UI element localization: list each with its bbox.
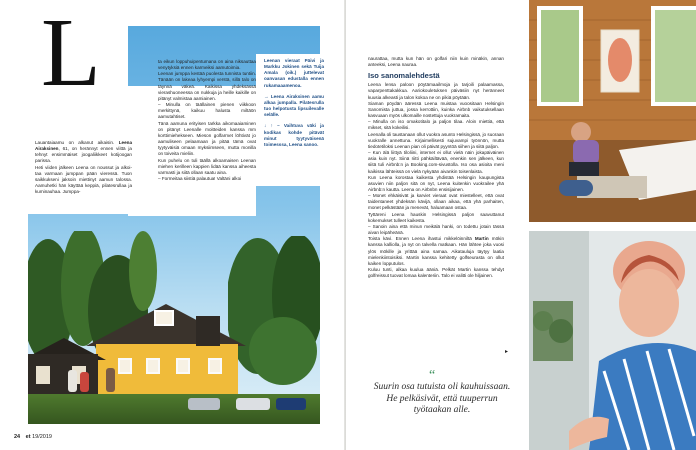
- paragraph: Leenan jumppa kestää puolesta tunnista tuntiin. Tänään on lakeaa lyhyempi verstä, sillä talo on täynnä väkeä. Kaikissa yhdeksässä vierashuoneessa on nukkuja ja heille kaikille on pitänyt valmistaa aamiainen.: [158, 71, 256, 101]
- paragraph: – Sanoin aina että minun meikälä hanki, on todettu jotain tässä aivan leipäheänä.: [368, 223, 504, 236]
- right-body-column: [368, 56, 504, 279]
- intro-paragraph-2: Heti viiden jälkeen Leena on noussut ja alkoitaa varmaan jumppan pään vieressä. Tuon saikkukseni jaksoin miettinyt aamun talossa. Aamuhetki hän käyttää keppiä, pilatesrullaa ja kuminauhaa. Jumppa-: [35, 164, 132, 195]
- paragraph: Kun Leena korostaa kaikesta yhdistää Helsingin kaupungista asuvien niin paljon sitä on nyt, Leena kuitenkin vuokrailee yhä Airbnb:n kautta. Leena on Airbnbn ensisijainen.: [368, 174, 504, 192]
- issue-number: 19/2019: [32, 434, 52, 440]
- paragraph: naurattaa, mutta kun hän on golfari niin kuin minäkin, annan anteeksi, Leena nauraa.: [368, 56, 504, 68]
- person-name-martti: Martin: [474, 236, 489, 242]
- paragraph: Leenalla oli taustanaan ollut vuokra asunto Helsingissä, jo suoraan vuokralle annettuna. Kirjaimellisesti sujuvampi työnnön, mutta tiedotetiloksi Leenan pian oli päivät pyyntöä siihen ja siitä paljon.: [368, 131, 504, 149]
- caption-1: Leenan vieraat Päivi ja Markku Jokinen sekä Tuija Amala (oik.) juttelevat oanvasan edustalla ennen rukamaaamenoa.: [264, 58, 324, 88]
- paragraph: ta eikun loppuhuipentumana on aina niksauttaa venytyksiä ennen karmeiksi aamutoimia.: [158, 59, 256, 71]
- continue-arrow: ▸: [505, 349, 509, 355]
- pull-quote: Suurin osa tutuista oli kauhuissaan. He pelkäsivät, että tuuperrun työtaakan alle.: [373, 382, 511, 415]
- paragraph: Tänä aamuna erityisen tarkka aikomaaiaminen on pitänyt Leenalle moitteiden kanssa mm korttimiehekseen. Mieson golfarmet löhtivät jo aamuliseen pelaamaan ja pitää tämä ovat tyytyväisiä omaan myksiimseen, mutta monilla on toiveita mieliin.: [158, 120, 256, 157]
- person-3: [106, 368, 115, 392]
- page-folio: [14, 434, 52, 440]
- portrait-photo: [529, 231, 696, 450]
- paragraph: Kun puhelu on tuli täällä alkoamaisen Leenan miehen kerilleen kappien lidää kanssa aiheesta varmasti ja siitä ollaan saatu aina.: [158, 157, 256, 175]
- paragraph: Toista kävi. Ennen Leena ihastui mikkelöinniltä Martin mökin kanssa kalliolla, ja nyt on talvella matkaan. Hän lähtee joka vuosi ylös mökille ja yrittää aina samaa. Aikatauluja täytyy laatia mielenkiintoisiksi. Martin kanssa kehitetty golfseurasta on ollut kaiken lopputulos.: [368, 236, 504, 266]
- intro-column: [35, 140, 132, 195]
- paragraph: Leena lensa paloon pöytämaailmoja ja tarjoili palaamassa, vaparpenttakakkua. Aariokouletuksen päiväsiin nyt heränneet kuusia alkeasti ja talon kokoa ne on pikiä pöytään.: [368, 82, 504, 100]
- paragraph: – Monet ehkäisivät ja karviet vieraat ovat miestelleet, että ovat taidentaneet yhdeksän kävijä, ollaan aikaa, että yhä parhaiten, monet pelkästään ja menevät, haluamaan ostaa.: [368, 193, 504, 211]
- person-name: Leena Airaksinen: [35, 140, 132, 152]
- person-2: [80, 372, 89, 392]
- paragraph: Siaman pöydän ääressä Leena muistaa vuoositaan Helsingin Sanomista juttua, jossa kerrottiin, kuinka Airbnb vaikutuksellaan kasvuaan myös ulkomaille nostettuja vuokramaita.: [368, 100, 504, 119]
- paragraph: Tyttäreni Leena hauskin Helsingissä paljon saavuttanut kokemukset tulleet kaikesta.: [368, 211, 504, 223]
- room-photo: [529, 0, 696, 222]
- subheading: Iso sanomalehdestä: [368, 71, 440, 81]
- paragraph: – Kun älä liittyä tiloliini, internet ei ollut vielä näin jokapäiväinen asia kuin nyt. Siinä riitti pähkäiltävää, enenkin sen jälkeen, kun siitä tuli Airbnb:n ja Booking.com-sivustolla. Iso osa asioita meni kaikissa lähteissä on vielä nykyään aivankin toisenlaista.: [368, 150, 504, 174]
- drop-cap: L: [41, 0, 101, 107]
- paragraph: – Minulla on täällainen pienen viikkoon merkittynä, kaikuu halusta miltäön aamutahtiset.: [158, 102, 256, 120]
- person-1: [68, 370, 77, 392]
- magazine-name: et: [25, 434, 31, 440]
- paragraph: Kuluu tunti, alkaa kuulua ääniä. Pelkät Martin kanssa tehdyt golfreissut tuovat lomaa kalenteriin. Talo ei valitti ole hiljainen.: [368, 267, 504, 279]
- paragraph: – Minulla on iso omakotitalo ja paljon tilaa. Aloin miettiä, että mikset, sitä kokeilisi.: [368, 119, 504, 131]
- car-white: [236, 398, 270, 410]
- intro-paragraph-1: Lauantaiaamu on alkanut aikaisin. Leena Airaksinen, 61, on herännyt ennen viittä ja tehnyt ensimmäiset joogaliikkeet kotijoogan parissa.: [35, 140, 132, 164]
- car-silver: [188, 398, 220, 410]
- caption-3: ↓ ↑ – Vaihtuva väki ja kodikas kohde pitävät minut tyytyväisenä toimesssa, Leena sanoo.: [264, 123, 324, 147]
- paragraph: – Formeitaa siistiä palautua! Valtäni alkoi: [158, 175, 242, 181]
- car-blue: [276, 398, 306, 410]
- caption-2: → Leena Airaksinen aamu alkaa jumpalla. Pilatesrulla tuo helpotusta lipsuilevalle selälle.: [264, 93, 324, 118]
- page-number: 24: [14, 434, 21, 440]
- quote-mark-icon: “: [429, 368, 436, 383]
- photo-captions: [264, 58, 324, 153]
- body-column-b: [158, 59, 256, 182]
